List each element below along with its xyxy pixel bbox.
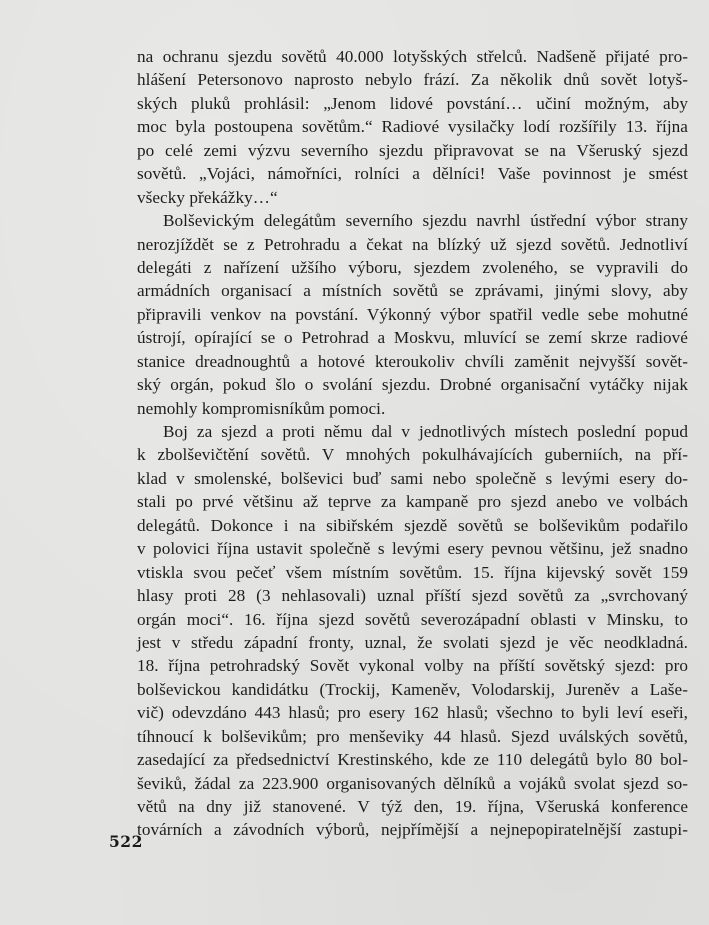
text-line: 18. října petrohradský Sovět vykonal volby na příští sovětský sjezd: pro — [137, 656, 688, 676]
text-line: ský orgán, pokud šlo o svolání sjezdu. Drobné organisační vytáčky nijak — [137, 375, 688, 395]
text-line: stanice dreadnoughtů a hotové kteroukoliv chvíli zaměnit nejvyšší sovět- — [137, 351, 688, 371]
paragraph-1 — [137, 45, 688, 209]
text-line: moc byla postoupena sovětům.“ Radiové vysilačky lodí rozšířily 13. října — [137, 117, 688, 137]
text-line: ševiků, žádal za 223.900 organisovaných dělníků a vojáků svolat sjezd so- — [137, 773, 688, 793]
text-line: armádních organisací a místních sovětů se zprávami, jinými slovy, aby — [137, 281, 688, 301]
text-line: ústrojí, opírající se o Petrohrad a Moskvu, mluvící se zemí skrze radiové — [137, 328, 688, 348]
text-line: nerozjíždět se z Petrohradu a čekat na blízký už sjezd sovětů. Jednotliví — [137, 234, 688, 254]
text-line: na ochranu sjezdu sovětů 40.000 lotyšských střelců. Nadšeně přijaté pro- — [137, 47, 688, 66]
text-line: Boj za sjezd a proti němu dal v jednotlivých místech poslední popud — [163, 422, 688, 441]
text-line: v polovici října ustavit společně s levými esery pevnou většinu, jež snadno — [137, 539, 688, 559]
text-line: vič) odevzdáno 443 hlasů; pro esery 162 hlasů; všechno to byli leví eseři, — [137, 703, 688, 723]
text-line: delegáti z nařízení užšího výboru, sjezdem zvoleného, se vypravili do — [137, 257, 688, 277]
text-line: tíhnoucí k bolševikům; pro menševiky 44 hlasů. Sjezd uválských sovětů, — [137, 726, 688, 746]
text-line: bolševickou kandidátku (Trockij, Kameněv, Volodarskij, Jureněv a Laše- — [137, 679, 688, 699]
text-line: po celé zemi výzvu severního sjezdu připravovat se na Všeruský sjezd — [137, 140, 688, 160]
text-line: větů na dny již stanovené. V týž den, 19. října, Všeruská konference — [137, 797, 688, 816]
text-line: všecky překážky…“ — [137, 187, 278, 207]
paragraph-3 — [137, 420, 688, 842]
paragraph-2 — [137, 209, 688, 420]
text-line: zasedající za předsednictví Krestinského, kde ze 110 delegátů bylo 80 bol- — [137, 750, 688, 770]
text-line: orgán moci“. 16. října sjezd sovětů severozápadní oblasti v Minsku, to — [137, 609, 688, 629]
text-line: vtiskla svou pečeť všem místním sovětům. 15. října kijevský sovět 159 — [137, 562, 688, 582]
text-line: připravili venkov na povstání. Výkonný výbor spatřil vedle sebe mohutné — [137, 304, 688, 324]
body-text — [137, 45, 688, 842]
page-number: 522 — [109, 832, 143, 851]
text-line: hlasy proti 28 (3 nehlasovali) uznal příští sjezd sovětů za „svrchovaný — [137, 586, 688, 606]
text-line: Bolševickým delegátům severního sjezdu navrhl ústřední výbor strany — [163, 211, 688, 231]
text-line: stali po prvé většinu až teprve za kampaně pro sjezd anebo ve volbách — [137, 492, 688, 512]
text-line: k zbolševičtění sovětů. V mnohých pokulhávajících guberniích, na pří- — [137, 445, 688, 465]
text-line: jest v středu západní fronty, uznal, že svolati sjezd je věc neodkladná. — [137, 632, 688, 652]
text-line: továrních a závodních výborů, nejpřímější a nejnepopiratelnější zastupi- — [137, 820, 688, 840]
text-line: klad v smolenské, bolševici buď sami nebo společně s levými esery do- — [137, 468, 688, 488]
text-line: delegátů. Dokonce i na sibiřském sjezdě sovětů se bolševikům podařilo — [137, 515, 688, 535]
text-line: hlášení Petersonovo naprosto nebylo frází. Za několik dnů sovět lotyš- — [137, 70, 688, 90]
text-line: sovětů. „Vojáci, námořníci, rolníci a dělníci! Vaše povinnost je smést — [137, 164, 688, 184]
text-line: nemohly kompromisníkům pomoci. — [137, 398, 386, 418]
text-line: ských pluků prohlásil: „Jenom lidové povstání… učiní možným, aby — [137, 93, 688, 113]
